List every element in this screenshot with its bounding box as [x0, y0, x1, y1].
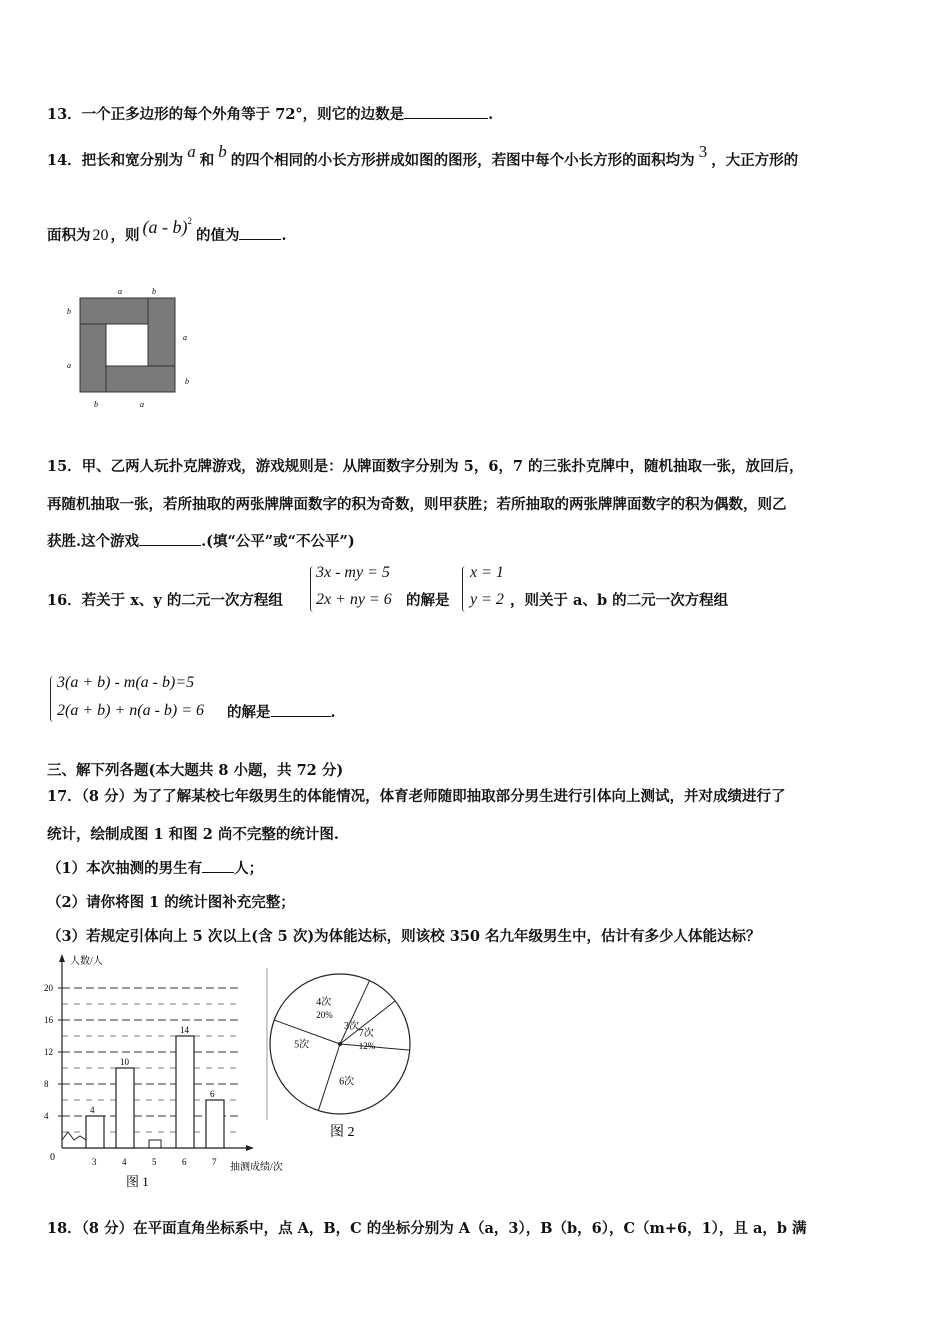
x-tick-5: 5: [152, 1157, 157, 1167]
q14-text-6: 的值为: [195, 227, 240, 244]
x-axis-arrow: [246, 1145, 254, 1151]
q16-text-4: 的解是: [227, 704, 271, 721]
x-axis-label: 抽测成绩/次: [230, 1162, 283, 1173]
q14-text-1: 14．把长和宽分别为: [47, 152, 184, 169]
q14-var-a: a: [187, 142, 196, 161]
q14-blank: [239, 225, 281, 240]
x-tick-7: 7: [212, 1157, 217, 1167]
q16-equation-3: 3(a + b) - m(a - b)=5: [57, 674, 195, 691]
question-15-line-2: 再随机抽取一张，若所抽取的两张牌牌面数字的积为奇数，则甲获胜；若所抽取的两张牌牌面数字的积为偶数，则乙: [47, 496, 787, 513]
bar-3: [86, 1116, 104, 1148]
q16-blank: [271, 702, 331, 717]
y-tick-labels: [44, 983, 54, 1121]
x-tick-labels: [92, 1157, 217, 1167]
question-17-sub-2: （2）请你将图 1 的统计图补充完整；: [47, 894, 295, 911]
y-tick-12: 12: [44, 1047, 53, 1057]
fig-label-a-top: a: [118, 287, 122, 296]
bar-value-6: 14: [180, 1025, 189, 1035]
fig-label-a-bottom: a: [140, 400, 144, 409]
pie-center: [338, 1042, 342, 1046]
q14-and: 和: [199, 152, 215, 169]
bar-value-7: 6: [210, 1089, 215, 1099]
q13-end: .: [488, 106, 494, 123]
question-17-sub-3: （3）若规定引体向上 5 次以上(含 5 次)为体能达标，则该校 350 名九年级男生中，估计有多少人体能达标？: [47, 928, 761, 945]
q16-solution-y: y = 2: [470, 591, 504, 608]
q16-equation-2: 2x + ny = 6: [316, 591, 392, 608]
q16-solution-brace: [462, 566, 469, 612]
q14-square-figure: [60, 280, 200, 415]
y-axis-arrow: [59, 954, 65, 962]
q15-text: 获胜.这个游戏: [47, 533, 140, 550]
inner-square: [106, 324, 148, 366]
pie-label-3次: 3次: [343, 1021, 359, 1033]
pie-label-7次: 7次: [358, 1027, 374, 1039]
question-18: 18．（8 分）在平面直角坐标系中，点 A，B，C 的坐标分别为 A（a，3），B（b，6），C（m+6，1），且 a，b 满: [47, 1220, 807, 1237]
q14-text-5: ，则: [110, 227, 140, 244]
q14-text-3: ，大正方形的: [711, 152, 799, 169]
bar-6: [176, 1036, 194, 1148]
q14-var-b: b: [218, 142, 227, 161]
bar-value-3: 4: [90, 1105, 95, 1115]
q14-text-4: 面积为: [47, 227, 91, 244]
pie-label-5次: 5次: [294, 1039, 310, 1051]
question-15-line-3: [47, 530, 355, 551]
figure-2-caption: 图 2: [330, 1125, 355, 1140]
y-tick-8: 8: [44, 1079, 49, 1089]
fig-label-a-right: a: [183, 333, 187, 342]
bar-4: [116, 1068, 134, 1148]
q16-solution-x: x = 1: [470, 564, 504, 581]
x-tick-6: 6: [182, 1157, 187, 1167]
question-17-line-2: 统计，绘制成图 1 和图 2 尚不完整的统计图.: [47, 826, 339, 843]
q14-end: .: [281, 227, 287, 244]
fig-label-b-left: b: [67, 307, 71, 316]
question-13: [47, 103, 493, 124]
q15-end: .(填“公平”或“不公平”): [201, 533, 355, 550]
q14-exponent: 2: [187, 216, 192, 226]
q17-s1-end: 人；: [234, 860, 264, 877]
pie-label-4次: 4次: [316, 997, 332, 1009]
q16-equation-4: 2(a + b) + n(a - b) = 6: [57, 702, 205, 719]
fig-label-b-right: b: [185, 377, 189, 386]
pie-percent-7次: 12%: [358, 1040, 376, 1051]
q14-area-20: 20: [92, 227, 109, 244]
section-3-heading: 三、解下列各题(本大题共 8 小题，共 72 分): [47, 762, 344, 779]
y-tick-20: 20: [44, 983, 53, 993]
fig-label-b-top: b: [152, 287, 156, 296]
x-tick-3: 3: [92, 1157, 97, 1167]
question-17-line-1: 17．（8 分）为了了解某校七年级男生的体能情况，体育老师随即抽取部分男生进行引体向上测试，并对成绩进行了: [47, 788, 786, 805]
q13-text: 13．一个正多边形的每个外角等于 72°，则它的边数是: [47, 106, 405, 123]
fig-label-b-bottom: b: [94, 400, 98, 409]
question-14-line-1: [47, 142, 799, 170]
question-16-line-1: [47, 589, 283, 610]
q16-text-2: 的解是: [406, 592, 450, 609]
figure-2-pie-chart: [260, 950, 420, 1145]
q16-equation-1: 3x - my = 5: [316, 564, 390, 581]
q14-area-value: 3: [698, 142, 708, 161]
q15-blank: [139, 531, 201, 546]
question-17-sub-1: [47, 857, 263, 878]
figure-1-caption: 图 1: [126, 1174, 149, 1189]
axis-break: [62, 1132, 86, 1140]
q16-end: .: [330, 704, 336, 721]
bar-7: [206, 1100, 224, 1148]
y-tick-4: 4: [44, 1111, 49, 1121]
bars: [86, 1025, 224, 1148]
q17-s1-text: （1）本次抽测的男生有: [47, 860, 203, 877]
bar-5-missing: [149, 1140, 161, 1148]
q17-s1-blank: [202, 858, 234, 873]
fig-label-a-left: a: [67, 361, 71, 370]
pie-percent-4次: 20%: [316, 1010, 333, 1021]
q14-expression: (a - b): [142, 217, 188, 237]
question-14-line-2: [47, 216, 287, 245]
q16-text-3: ，则关于 a、b 的二元一次方程组: [510, 592, 729, 609]
y-axis-label: 人数/人: [70, 956, 103, 967]
x-tick-4: 4: [122, 1157, 127, 1167]
q13-blank: [404, 104, 488, 119]
question-15-line-1: 15．甲、乙两人玩扑克牌游戏，游戏规则是：从牌面数字分别为 5，6，7 的三张扑克牌中，随机抽取一张，放回后，: [47, 458, 804, 475]
bar-value-4: 10: [120, 1057, 129, 1067]
q16-system2-brace: [50, 676, 57, 722]
y-tick-16: 16: [44, 1015, 53, 1025]
pie-label-6次: 6次: [339, 1076, 355, 1088]
q14-text-2: 的四个相同的小长方形拼成如图的图形，若图中每个小长方形的面积均为: [230, 152, 695, 169]
origin-label: 0: [50, 1152, 55, 1163]
q16-answer: [227, 701, 336, 722]
q16-text-1: 16．若关于 x、y 的二元一次方程组: [47, 592, 283, 609]
